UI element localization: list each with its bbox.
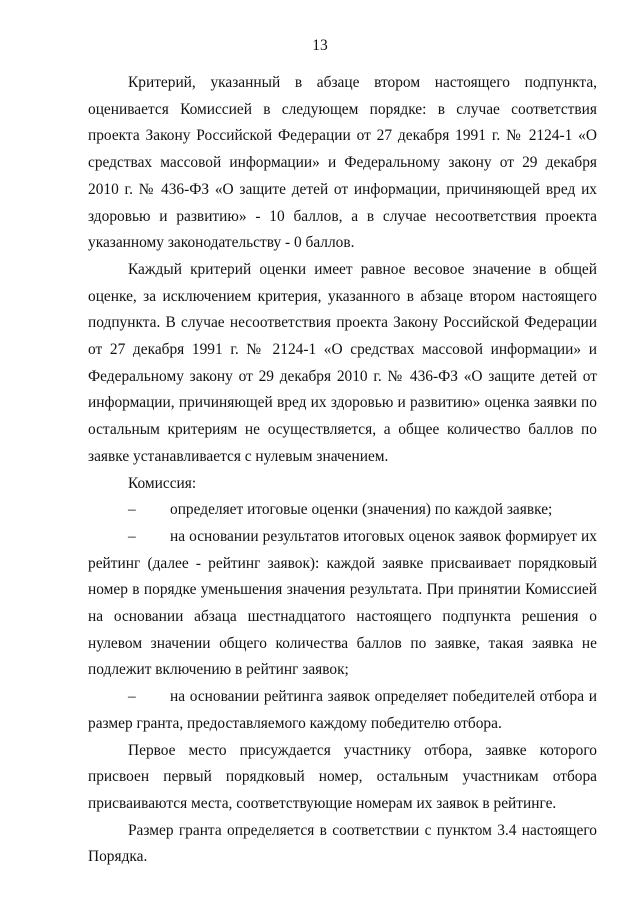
paragraph-criterion-evaluation: Критерий, указанный в абзаце втором настоящего подпункта, оценивается Комиссией в следующем порядке: в случае соответствия проекта Закону Российской Федерации от 27 декабря 1991 г. № 2124-1 «О средствах массовой информации» и Федеральному закону от 29 декабря 2010 г. № 436-ФЗ «О защите детей от информации, причиняющей вред их здоровью и развитию» - 10 баллов, а в случае несоответствия проекта указанному законодательству - 0 баллов. bbox=[88, 74, 597, 252]
list-item bbox=[88, 524, 597, 684]
document-body bbox=[88, 70, 597, 871]
list-item bbox=[88, 684, 597, 737]
list-dash: – bbox=[128, 527, 136, 545]
list-item-text: определяет итоговые оценки (значения) по каждой заявке; bbox=[170, 501, 553, 519]
page-number: 13 bbox=[312, 37, 328, 54]
paragraph-commission: Комиссия: bbox=[128, 474, 197, 492]
list-dash: – bbox=[128, 501, 136, 519]
paragraph-first-place: Первое место присуждается участнику отбора, заявке которого присвоен первый порядковый номер, остальным участникам отбора присваиваются места, соответствующие номерам их заявок в рейтинге. bbox=[88, 741, 597, 812]
paragraph-criteria-weight: Каждый критерий оценки имеет равное весовое значение в общей оценке, за исключением критерия, указанного в абзаце втором настоящего подпункта. В случае несоответствия проекта Закону Российской Федерации от 27 декабря 1991 г. № 2124-1 «О средствах массовой информации» и Федеральному закону от 29 декабря 2010 г. № 436-ФЗ «О защите детей от информации, причиняющей вред их здоровью и развитию» оценка заявки по остальным критериям не осуществляется, а общее количество баллов по заявке устанавливается с нулевым значением. bbox=[88, 260, 597, 465]
list-item-text: на основании рейтинга заявок определяет победителей отбора и размер гранта, предоставляемого каждому победителю отбора. bbox=[88, 688, 597, 732]
list-dash: – bbox=[128, 688, 136, 706]
list-item-text: на основании результатов итоговых оценок заявок формирует их рейтинг (далее - рейтинг заявок): каждой заявке присваивает порядковый номер в порядке уменьшения значения результата. При принятии Комиссией на основании абзаца шестнадцатого настоящего подпункта решения о нулевом значении общего количества баллов по заявке, такая заявка не подлежит включению в рейтинг заявок; bbox=[88, 527, 597, 679]
list-item bbox=[88, 497, 597, 524]
paragraph-grant-size: Размер гранта определяется в соответствии с пунктом 3.4 настоящего Порядка. bbox=[88, 821, 597, 866]
